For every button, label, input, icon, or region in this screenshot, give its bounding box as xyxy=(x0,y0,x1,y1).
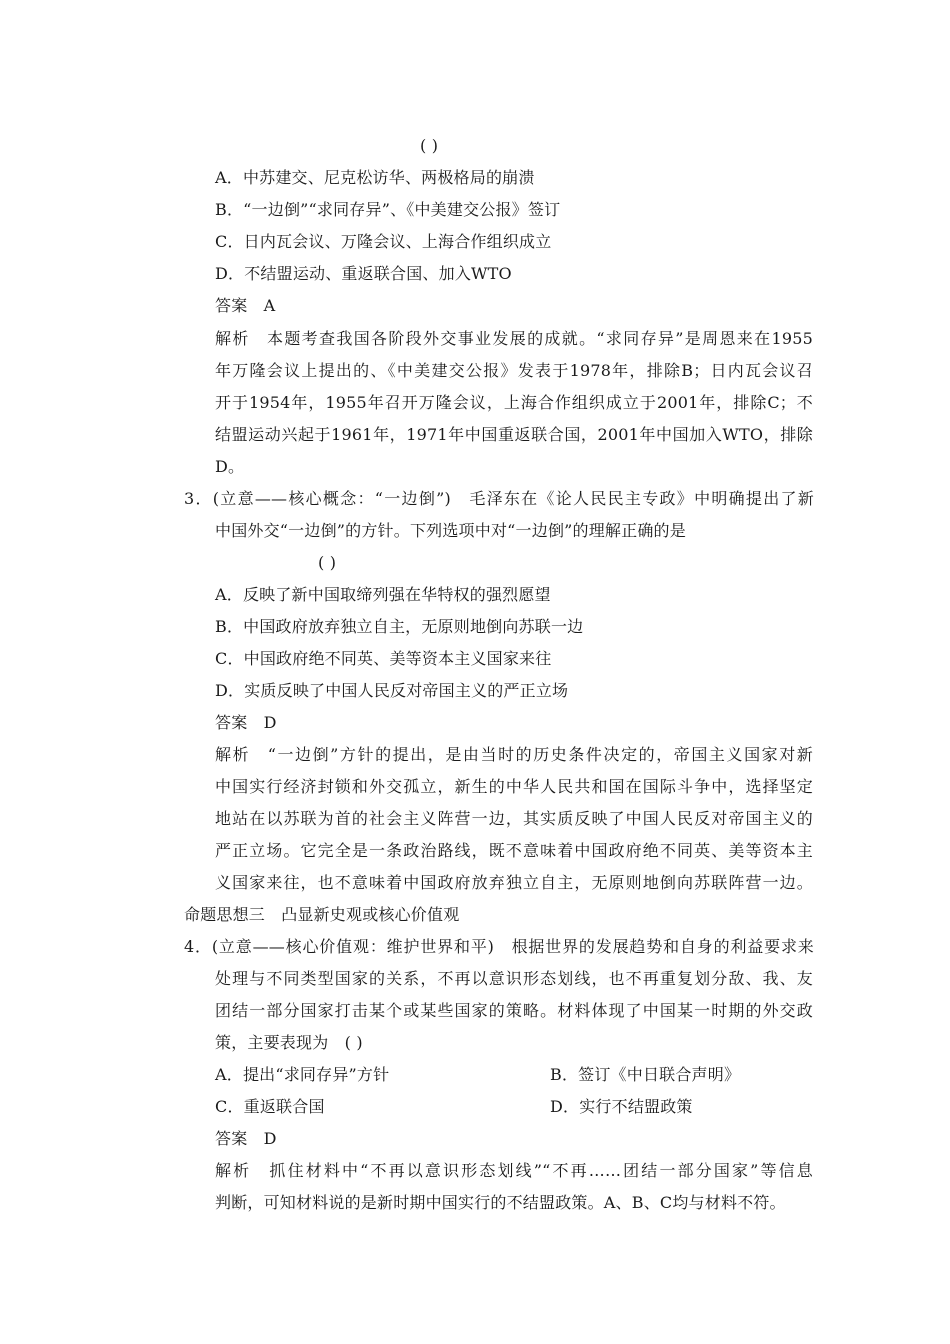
q4-analysis-line: 判断，可知材料说的是新时期中国实行的不结盟政策。A、B、C均与材料不符。 xyxy=(215,1193,786,1212)
q2-analysis-line: 年万隆会议上提出的、《中美建交公报》发表于1978年，排除B；日内瓦会议召 xyxy=(215,361,813,380)
q4-stem-line: 策，主要表现为 ( ) xyxy=(215,1033,363,1052)
q4-option-a: A．提出“求同存异”方针 xyxy=(215,1065,390,1084)
q2-option-a: A．中苏建交、尼克松访华、两极格局的崩溃 xyxy=(215,168,535,187)
q2-analysis-line: 开于1954年，1955年召开万隆会议，上海合作组织成立于2001年，排除C；不 xyxy=(215,393,813,412)
q2-answer: 答案 A xyxy=(215,296,276,315)
q3-option-a: A．反映了新中国取缔列强在华特权的强烈愿望 xyxy=(215,585,551,604)
q3-stem-line: 中国外交“一边倒”的方针。下列选项中对“一边倒”的理解正确的是 xyxy=(215,521,686,540)
q4-stem-line: 处理与不同类型国家的关系，不再以意识形态划线，也不再重复划分敌、我、友 xyxy=(215,969,813,988)
q2-answer-bracket: ( ) xyxy=(420,136,439,155)
q3-analysis-line: 中国实行经济封锁和外交孤立，新生的中华人民共和国在国际斗争中，选择坚定 xyxy=(215,777,813,796)
q3-analysis-line: 地站在以苏联为首的社会主义阵营一边，其实质反映了中国人民反对帝国主义的 xyxy=(215,809,813,828)
q4-stem-line: 团结一部分国家打击某个或某些国家的策略。材料体现了中国某一时期的外交政 xyxy=(215,1001,813,1020)
q4-option-c: C．重返联合国 xyxy=(215,1097,325,1116)
q2-analysis-line: 解析 本题考查我国各阶段外交事业发展的成就。“求同存异”是周恩来在1955 xyxy=(215,329,813,348)
q3-analysis-line: 解析 “一边倒”方针的提出，是由当时的历史条件决定的，帝国主义国家对新 xyxy=(215,745,813,764)
q3-analysis-line: 义国家来往，也不意味着中国政府放弃独立自主，无原则地倒向苏联阵营一边。 xyxy=(215,873,813,892)
q4-answer: 答案 D xyxy=(215,1129,277,1148)
q4-option-d: D．实行不结盟政策 xyxy=(550,1097,693,1116)
q4-stem-line: 4．(立意——核心价值观：维护世界和平) 根据世界的发展趋势和自身的利益要求来 xyxy=(184,937,814,956)
q2-analysis-line: D。 xyxy=(215,457,245,476)
q3-answer-bracket: ( ) xyxy=(318,553,337,572)
q2-option-c: C．日内瓦会议、万隆会议、上海合作组织成立 xyxy=(215,232,552,251)
q3-analysis-line: 严正立场。它完全是一条政治路线，既不意味着中国政府绝不同英、美等资本主 xyxy=(215,841,813,860)
q3-answer: 答案 D xyxy=(215,713,277,732)
section-heading: 命题思想三 凸显新史观或核心价值观 xyxy=(184,905,460,924)
q4-option-b: B．签订《中日联合声明》 xyxy=(550,1065,741,1084)
q3-option-b: B．中国政府放弃独立自主，无原则地倒向苏联一边 xyxy=(215,617,584,636)
q2-analysis-line: 结盟运动兴起于1961年，1971年中国重返联合国，2001年中国加入WTO，排除 xyxy=(215,425,813,444)
q4-analysis-line: 解析 抓住材料中“不再以意识形态划线”“不再……团结一部分国家”等信息 xyxy=(215,1161,813,1180)
q3-stem-line: 3．(立意——核心概念：“一边倒”) 毛泽东在《论人民民主专政》中明确提出了新 xyxy=(184,489,814,508)
q2-option-d: D．不结盟运动、重返联合国、加入WTO xyxy=(215,264,512,283)
q3-option-d: D．实质反映了中国人民反对帝国主义的严正立场 xyxy=(215,681,569,700)
q3-option-c: C．中国政府绝不同英、美等资本主义国家来往 xyxy=(215,649,552,668)
q2-option-b: B．“一边倒”“求同存异”、《中美建交公报》签订 xyxy=(215,200,561,219)
